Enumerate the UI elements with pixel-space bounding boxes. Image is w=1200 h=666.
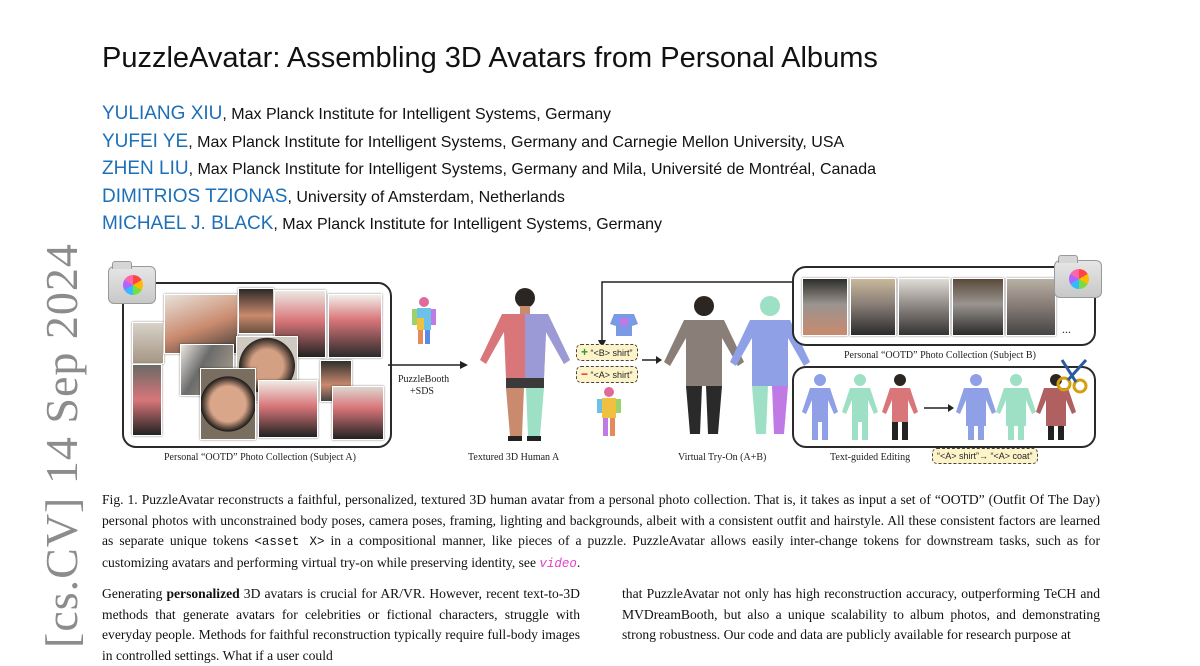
body-emphasis: personalized [166, 586, 240, 601]
arxiv-stamp-text: [cs.CV] 14 Sep 2024 [36, 243, 87, 648]
figure-caption [102, 490, 1100, 574]
arxiv-stamp [24, 243, 87, 648]
editing-humans [798, 372, 1088, 442]
album-photo [132, 364, 162, 436]
caption-text: Fig. 1. PuzzleAvatar reconstructs a faithful, personalized, textured 3D human avatar from a personal photo collection. That is, it takes as input a set of “OOTD” (Outfit Of The Day) personal photos with unconstrained body poses, camera poses, framing, lighting and backgrounds, albeit with a consistent outfit and hairstyle. All these consistent factors are learned as separate unique tokens [102, 492, 1100, 548]
album-photo [898, 278, 950, 336]
album-photo [952, 278, 1004, 336]
author-affiliation: , Max Planck Institute for Intelligent Systems, Germany [222, 106, 611, 123]
sds-label: +SDS [410, 386, 434, 397]
tryon-arrow [642, 354, 662, 366]
collection-b-label: Personal “OOTD” Photo Collection (Subject B) [844, 350, 1036, 361]
paper-title: PuzzleAvatar: Assembling 3D Avatars from Personal Albums [102, 42, 878, 74]
album-photo [1006, 278, 1056, 336]
photos-folder-icon [1054, 260, 1102, 298]
editing-label: Text-guided Editing [830, 452, 911, 463]
author-affiliation: , Max Planck Institute for Intelligent Systems, Germany and Mila, Université de Montréal, Canada [188, 161, 876, 178]
token-remove-shirt[interactable] [576, 366, 638, 383]
body-column-left [102, 584, 580, 666]
album-photo [802, 278, 848, 336]
author-affiliation: , Max Planck Institute for Intelligent Systems, Germany and Carnegie Mellon University, USA [188, 133, 845, 151]
more-photos-ellipsis: ... [1062, 322, 1071, 336]
text-editing-panel [792, 366, 1096, 448]
author-line [102, 155, 876, 183]
collection-a-label: Personal “OOTD” Photo Collection (Subject A) [164, 452, 356, 463]
author-name[interactable]: MICHAEL J. BLACK [102, 213, 274, 234]
tryon-label: Virtual Try-On (A+B) [678, 452, 767, 463]
token-edit-box[interactable]: “<A> shirt”→ “<A> coat” [932, 448, 1038, 464]
caption-end: . [576, 554, 581, 570]
album-photo [200, 368, 256, 440]
shirt-puzzle-icon [608, 310, 640, 340]
album-photo [328, 294, 382, 358]
author-affiliation: , University of Amsterdam, Netherlands [287, 188, 565, 206]
virtual-tryon-humans [662, 294, 812, 444]
token-add-shirt[interactable] [576, 344, 638, 361]
textured-human-a [470, 286, 580, 444]
body-text: Generating [102, 586, 167, 601]
album-photo [238, 288, 274, 334]
token-remove-text: “<A> shirt” [590, 370, 633, 380]
minus-icon: − [581, 367, 589, 381]
author-list [102, 100, 876, 238]
video-link[interactable]: video [539, 556, 577, 571]
puzzle-body-icon [594, 386, 624, 442]
author-name[interactable]: YUFEI YE [102, 130, 189, 152]
photos-folder-icon [108, 266, 156, 304]
scissors-icon [1054, 356, 1094, 394]
textured-human-label: Textured 3D Human A [468, 452, 560, 463]
puzzlebooth-label: PuzzleBooth [398, 374, 450, 385]
author-line [102, 128, 876, 156]
photo-collection-b-panel [792, 266, 1096, 346]
author-name[interactable]: DIMITRIOS TZIONAS [102, 185, 288, 207]
author-line [102, 210, 876, 238]
body-column-right: that PuzzleAvatar not only has high reconstruction accuracy, outperforming TeCH and MVDreamBooth, but also a unique scalability to album photos, and demonstrating strong robustness. Our code and data are publicly available for research purpose at [622, 586, 1100, 642]
album-photo [132, 322, 164, 364]
author-line [102, 183, 876, 211]
author-affiliation: , Max Planck Institute for Intelligent Systems, Germany [273, 216, 662, 233]
album-photo [332, 386, 384, 440]
photo-collection-a-panel [122, 282, 392, 448]
caption-text: in a compositional manner, like pieces of a puzzle. PuzzleAvatar allows easily inter-change tokens for downstream tasks, such as for customizing avatars and performing virtual try-on while preserving identity, see [102, 533, 1100, 570]
author-name[interactable]: ZHEN LIU [102, 158, 189, 179]
author-name[interactable]: YULIANG XIU [102, 103, 223, 124]
plus-icon: + [581, 345, 589, 359]
author-line [102, 100, 876, 128]
teaser-figure [102, 258, 1100, 470]
caption-token: <asset X> [254, 535, 325, 549]
token-add-text: “<B> shirt” [590, 348, 633, 358]
body-text: 3D avatars is crucial for AR/VR. However, recent text-to-3D methods that generate avatars for celebrities or fictional characters, struggle with everyday people. Methods for faithful reconstruction typically require full-body images in controlled settings. What if a user could [102, 586, 580, 663]
album-photo [850, 278, 896, 336]
album-photo [258, 380, 318, 438]
